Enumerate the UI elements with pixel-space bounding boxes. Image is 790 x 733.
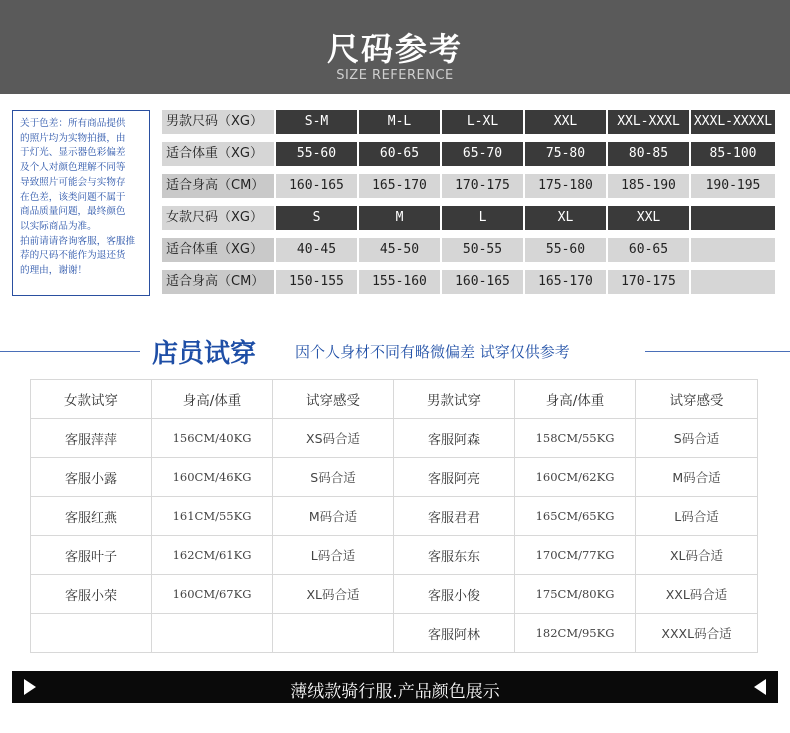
size-cell: M-L (359, 110, 440, 134)
table-row (31, 614, 758, 653)
table-cell: 客服萍萍 (31, 419, 152, 458)
table-cell: XXXL码合适 (636, 614, 758, 653)
table-header-row (31, 380, 758, 419)
column-header: 身高/体重 (515, 380, 636, 419)
table-cell: 客服红燕 (31, 497, 152, 536)
section-divider-left (0, 351, 140, 352)
section-divider-right (645, 351, 790, 352)
note-line: 拍前请请咨询客服，客服推 (20, 235, 136, 247)
size-cell: XXL (608, 206, 689, 230)
table-cell: 客服小荣 (31, 575, 152, 614)
table-cell: 客服小露 (31, 458, 152, 497)
section-title: 店员试穿 (152, 339, 257, 369)
table-row (31, 497, 758, 536)
size-cell: XL (525, 206, 606, 230)
height-cell: 165-170 (525, 270, 606, 294)
weight-cell: 40-45 (276, 238, 357, 262)
table-row (31, 536, 758, 575)
section-subtitle: 因个人身材不同有略微偏差 试穿仅供参考 (295, 343, 570, 361)
table-cell (152, 614, 273, 653)
table-cell (31, 614, 152, 653)
table-cell: M码合适 (273, 497, 394, 536)
men-size-row (162, 110, 776, 134)
height-cell (691, 270, 775, 294)
size-cell: L-XL (442, 110, 523, 134)
weight-cell: 65-70 (442, 142, 523, 166)
header-banner (0, 0, 790, 94)
weight-cell: 60-65 (608, 238, 689, 262)
note-line: 的理由，谢谢！ (20, 265, 88, 277)
page-title: 尺码参考 (326, 30, 463, 68)
weight-cell: 55-60 (276, 142, 357, 166)
weight-cell: 55-60 (525, 238, 606, 262)
table-cell: 160CM/62KG (515, 458, 636, 497)
note-line: 的照片均为实物拍摄，由 (20, 132, 126, 144)
table-cell: 160CM/67KG (152, 575, 273, 614)
height-cell: 160-165 (442, 270, 523, 294)
table-cell: XS码合适 (273, 419, 394, 458)
height-cell: 190-195 (691, 174, 775, 198)
column-header: 身高/体重 (152, 380, 273, 419)
women-size-row (162, 206, 776, 230)
product-color-bar (12, 671, 778, 703)
color-note-box (12, 110, 150, 296)
play-right-icon (754, 679, 766, 695)
table-cell: 客服阿林 (394, 614, 515, 653)
size-chart (162, 110, 776, 302)
weight-cell: 50-55 (442, 238, 523, 262)
height-cell: 165-170 (359, 174, 440, 198)
table-cell: 客服阿森 (394, 419, 515, 458)
bottom-bar-title: 薄绒款骑行服.产品颜色展示 (290, 682, 500, 702)
column-header: 试穿感受 (636, 380, 758, 419)
table-cell: S码合适 (273, 458, 394, 497)
size-cell: L (442, 206, 523, 230)
note-line: 关于色差：所有商品提供 (20, 118, 126, 129)
height-cell: 160-165 (276, 174, 357, 198)
table-cell: 客服阿亮 (394, 458, 515, 497)
table-cell: L码合适 (273, 536, 394, 575)
height-cell: 175-180 (525, 174, 606, 198)
table-row (31, 419, 758, 458)
weight-cell: 45-50 (359, 238, 440, 262)
table-cell: 175CM/80KG (515, 575, 636, 614)
table-cell: 182CM/95KG (515, 614, 636, 653)
note-line: 商品质量问题，最终颜色 (20, 206, 126, 218)
table-cell: 161CM/55KG (152, 497, 273, 536)
men-weight-row (162, 142, 776, 166)
size-cell: XXXL-XXXXL (691, 110, 775, 134)
table-cell: XL码合适 (636, 536, 758, 575)
row-label: 适合体重（XG） (162, 142, 274, 166)
women-height-row (162, 270, 776, 294)
note-line: 以实际商品为准。 (20, 220, 97, 232)
column-header: 男款试穿 (394, 380, 515, 419)
table-cell: M码合适 (636, 458, 758, 497)
note-line: 荐的尺码不能作为退还货 (20, 250, 126, 262)
weight-cell (691, 238, 775, 262)
table-cell: L码合适 (636, 497, 758, 536)
page-subtitle: SIZE REFERENCE (336, 68, 454, 83)
row-label: 适合身高（CM） (162, 174, 274, 198)
note-line: 在色差，该类问题不属于 (20, 191, 126, 203)
table-cell: 客服叶子 (31, 536, 152, 575)
row-label: 男款尺码（XG） (162, 110, 274, 134)
note-line: 及个人对颜色理解不同等 (20, 162, 126, 174)
try-on-table (30, 379, 758, 653)
note-line: 导致照片可能会与实物存 (20, 176, 126, 188)
height-cell: 170-175 (608, 270, 689, 294)
weight-cell: 60-65 (359, 142, 440, 166)
table-cell: 160CM/46KG (152, 458, 273, 497)
size-cell: XXL (525, 110, 606, 134)
height-cell: 170-175 (442, 174, 523, 198)
table-cell: 165CM/65KG (515, 497, 636, 536)
women-weight-row (162, 238, 776, 262)
table-cell: 170CM/77KG (515, 536, 636, 575)
size-cell: XXL-XXXL (608, 110, 689, 134)
table-cell (273, 614, 394, 653)
weight-cell: 75-80 (525, 142, 606, 166)
table-cell: 162CM/61KG (152, 536, 273, 575)
column-header: 试穿感受 (273, 380, 394, 419)
table-cell: 156CM/40KG (152, 419, 273, 458)
size-cell (691, 206, 775, 230)
height-cell: 155-160 (359, 270, 440, 294)
weight-cell: 85-100 (691, 142, 775, 166)
size-cell: M (359, 206, 440, 230)
table-row (31, 575, 758, 614)
column-header: 女款试穿 (31, 380, 152, 419)
table-row (31, 458, 758, 497)
table-cell: 客服君君 (394, 497, 515, 536)
table-cell: S码合适 (636, 419, 758, 458)
men-height-row (162, 174, 776, 198)
table-cell: 客服小俊 (394, 575, 515, 614)
height-cell: 185-190 (608, 174, 689, 198)
note-line: 于灯光、显示器色彩偏差 (20, 147, 126, 159)
table-cell: XXL码合适 (636, 575, 758, 614)
row-label: 适合身高（CM） (162, 270, 274, 294)
row-label: 适合体重（XG） (162, 238, 274, 262)
size-cell: S (276, 206, 357, 230)
table-cell: 客服东东 (394, 536, 515, 575)
table-cell: 158CM/55KG (515, 419, 636, 458)
height-cell: 150-155 (276, 270, 357, 294)
size-cell: S-M (276, 110, 357, 134)
row-label: 女款尺码（XG） (162, 206, 274, 230)
table-cell: XL码合适 (273, 575, 394, 614)
weight-cell: 80-85 (608, 142, 689, 166)
